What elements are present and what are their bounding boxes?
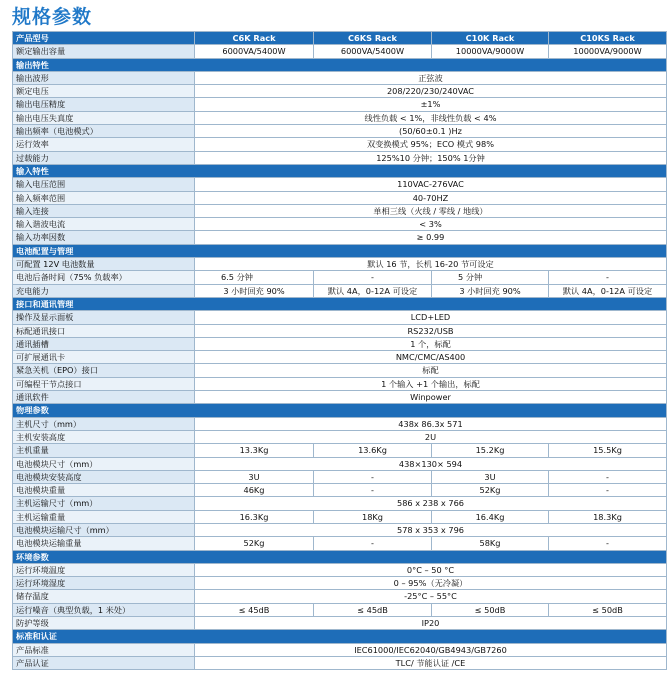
spec-label: 紧急关机（EPO）接口 bbox=[13, 364, 195, 377]
table-row bbox=[13, 484, 667, 497]
section-title: 电池配置与管理 bbox=[13, 244, 667, 257]
spec-label: 输出电压失真度 bbox=[13, 111, 195, 124]
spec-label: 运行噪音（典型负载，1 米处） bbox=[13, 603, 195, 616]
spec-label: 标配通讯接口 bbox=[13, 324, 195, 337]
spec-value: ≥ 0.99 bbox=[195, 231, 667, 244]
header-c6k-rack: C6K Rack bbox=[195, 32, 314, 45]
spec-label: 电池模块尺寸（mm） bbox=[13, 457, 195, 470]
table-row bbox=[13, 218, 667, 231]
spec-value: - bbox=[314, 470, 432, 483]
header-product-model: 产品型号 bbox=[13, 32, 195, 45]
table-row bbox=[13, 191, 667, 204]
table-row bbox=[13, 45, 667, 58]
spec-value: ±1% bbox=[195, 98, 667, 111]
table-row bbox=[13, 417, 667, 430]
spec-value: 125%10 分钟；150% 1分钟 bbox=[195, 151, 667, 164]
table-row bbox=[13, 271, 667, 284]
spec-label: 主机运输尺寸（mm） bbox=[13, 497, 195, 510]
table-row bbox=[13, 364, 667, 377]
table-row bbox=[13, 603, 667, 616]
spec-label: 可编程干节点接口 bbox=[13, 377, 195, 390]
spec-label: 输入谐波电流 bbox=[13, 218, 195, 231]
spec-label: 输入功率因数 bbox=[13, 231, 195, 244]
spec-value: 15.2Kg bbox=[432, 444, 549, 457]
table-row bbox=[13, 258, 667, 271]
spec-value: 2U bbox=[195, 430, 667, 443]
spec-label: 输出电压精度 bbox=[13, 98, 195, 111]
table-row bbox=[13, 523, 667, 536]
spec-value: ≤ 45dB bbox=[195, 603, 314, 616]
spec-value: < 3% bbox=[195, 218, 667, 231]
spec-label: 电池模块安装高度 bbox=[13, 470, 195, 483]
spec-label: 电池模块运输重量 bbox=[13, 537, 195, 550]
spec-label: 可配置 12V 电池数量 bbox=[13, 258, 195, 271]
table-row bbox=[13, 85, 667, 98]
section-title: 接口和通讯管理 bbox=[13, 297, 667, 310]
spec-value: 5 分钟 bbox=[432, 271, 549, 284]
spec-label: 主机安装高度 bbox=[13, 430, 195, 443]
table-row bbox=[13, 656, 667, 669]
spec-value: 10000VA/9000W bbox=[432, 45, 549, 58]
spec-label: 操作及显示面板 bbox=[13, 311, 195, 324]
spec-value: - bbox=[549, 271, 667, 284]
table-header-row bbox=[13, 32, 667, 45]
page-title: 规格参数 bbox=[12, 6, 93, 28]
section-header-row bbox=[13, 404, 667, 417]
spec-value: - bbox=[549, 484, 667, 497]
table-row bbox=[13, 537, 667, 550]
spec-value: 58Kg bbox=[432, 537, 549, 550]
spec-value: 3 小时回充 90% bbox=[432, 284, 549, 297]
table-row bbox=[13, 231, 667, 244]
table-row bbox=[13, 111, 667, 124]
table-row bbox=[13, 391, 667, 404]
spec-value: 578 x 353 x 796 bbox=[195, 523, 667, 536]
section-header-row bbox=[13, 297, 667, 310]
section-title: 输出特性 bbox=[13, 58, 667, 71]
spec-label: 额定电压 bbox=[13, 85, 195, 98]
table-row bbox=[13, 125, 667, 138]
table-row bbox=[13, 71, 667, 84]
spec-value: TLC/ 节能认证 /CE bbox=[195, 656, 667, 669]
spec-value: 双变换模式 95%；ECO 模式 98% bbox=[195, 138, 667, 151]
table-row bbox=[13, 324, 667, 337]
spec-value: 6.5 分钟 bbox=[195, 271, 314, 284]
spec-value: 默认 4A，0-12A 可设定 bbox=[314, 284, 432, 297]
spec-value: 默认 4A，0-12A 可设定 bbox=[549, 284, 667, 297]
spec-value: ≤ 50dB bbox=[549, 603, 667, 616]
spec-value: 6000VA/5400W bbox=[195, 45, 314, 58]
spec-value: IEC61000/IEC62040/GB4943/GB7260 bbox=[195, 643, 667, 656]
table-row bbox=[13, 351, 667, 364]
spec-value: 正弦波 bbox=[195, 71, 667, 84]
spec-label: 输入连接 bbox=[13, 204, 195, 217]
section-header-row bbox=[13, 164, 667, 177]
spec-value: 标配 bbox=[195, 364, 667, 377]
spec-value: IP20 bbox=[195, 617, 667, 630]
spec-value: - bbox=[314, 537, 432, 550]
section-title: 输入特性 bbox=[13, 164, 667, 177]
spec-value: 6000VA/5400W bbox=[314, 45, 432, 58]
spec-value: 18Kg bbox=[314, 510, 432, 523]
table-row bbox=[13, 510, 667, 523]
spec-value: 0 – 95%（无冷凝） bbox=[195, 577, 667, 590]
spec-label: 通讯插槽 bbox=[13, 337, 195, 350]
spec-value: 3 小时回充 90% bbox=[195, 284, 314, 297]
spec-value: 16.4Kg bbox=[432, 510, 549, 523]
section-title: 物理参数 bbox=[13, 404, 667, 417]
spec-label: 产品认证 bbox=[13, 656, 195, 669]
spec-value: 单相三线（火线 / 零线 / 地线） bbox=[195, 204, 667, 217]
spec-label: 运行效率 bbox=[13, 138, 195, 151]
spec-value: 438×130× 594 bbox=[195, 457, 667, 470]
spec-value: 40-70HZ bbox=[195, 191, 667, 204]
table-row bbox=[13, 151, 667, 164]
section-title: 环境参数 bbox=[13, 550, 667, 563]
table-row bbox=[13, 497, 667, 510]
table-row bbox=[13, 377, 667, 390]
spec-label: 通讯软件 bbox=[13, 391, 195, 404]
spec-label: 运行环境湿度 bbox=[13, 577, 195, 590]
spec-label: 主机运输重量 bbox=[13, 510, 195, 523]
spec-label: 运行环境温度 bbox=[13, 563, 195, 576]
section-header-row bbox=[13, 550, 667, 563]
table-row bbox=[13, 337, 667, 350]
spec-value: ≤ 50dB bbox=[432, 603, 549, 616]
spec-value: NMC/CMC/AS400 bbox=[195, 351, 667, 364]
spec-label: 可扩展通讯卡 bbox=[13, 351, 195, 364]
table-row bbox=[13, 98, 667, 111]
section-header-row bbox=[13, 58, 667, 71]
section-header-row bbox=[13, 630, 667, 643]
spec-label: 主机重量 bbox=[13, 444, 195, 457]
spec-value: 线性负载 < 1%，非线性负载 < 4% bbox=[195, 111, 667, 124]
spec-value: 52Kg bbox=[195, 537, 314, 550]
spec-value: 52Kg bbox=[432, 484, 549, 497]
header-c6ks-rack: C6KS Rack bbox=[314, 32, 432, 45]
spec-value: ≤ 45dB bbox=[314, 603, 432, 616]
table-row bbox=[13, 590, 667, 603]
spec-value: 110VAC-276VAC bbox=[195, 178, 667, 191]
spec-label: 充电能力 bbox=[13, 284, 195, 297]
spec-label: 输入电压范围 bbox=[13, 178, 195, 191]
spec-value: 438x 86.3x 571 bbox=[195, 417, 667, 430]
spec-table bbox=[12, 31, 667, 670]
spec-value: Winpower bbox=[195, 391, 667, 404]
header-c10ks-rack: C10KS Rack bbox=[549, 32, 667, 45]
spec-value: 16.3Kg bbox=[195, 510, 314, 523]
table-row bbox=[13, 178, 667, 191]
spec-value: LCD+LED bbox=[195, 311, 667, 324]
section-title: 标准和认证 bbox=[13, 630, 667, 643]
table-row bbox=[13, 444, 667, 457]
spec-label: 过载能力 bbox=[13, 151, 195, 164]
spec-label: 主机尺寸（mm） bbox=[13, 417, 195, 430]
spec-label: 电池后备时间（75% 负载率） bbox=[13, 271, 195, 284]
spec-value: 10000VA/9000W bbox=[549, 45, 667, 58]
spec-label: 输出波形 bbox=[13, 71, 195, 84]
table-row bbox=[13, 284, 667, 297]
table-row bbox=[13, 204, 667, 217]
spec-label: 输出频率（电池模式） bbox=[13, 125, 195, 138]
spec-value: -25°C – 55°C bbox=[195, 590, 667, 603]
spec-value: - bbox=[549, 470, 667, 483]
spec-value: - bbox=[549, 537, 667, 550]
spec-value: 0°C – 50 °C bbox=[195, 563, 667, 576]
table-row bbox=[13, 311, 667, 324]
table-row bbox=[13, 457, 667, 470]
spec-label: 电池模块重量 bbox=[13, 484, 195, 497]
spec-value: 13.6Kg bbox=[314, 444, 432, 457]
table-row bbox=[13, 643, 667, 656]
spec-value: (50/60±0.1 )Hz bbox=[195, 125, 667, 138]
spec-table-body bbox=[13, 45, 667, 670]
spec-value: RS232/USB bbox=[195, 324, 667, 337]
table-row bbox=[13, 563, 667, 576]
spec-value: 3U bbox=[195, 470, 314, 483]
spec-value: 默认 16 节，长机 16-20 节可设定 bbox=[195, 258, 667, 271]
spec-label: 产品标准 bbox=[13, 643, 195, 656]
spec-value: 3U bbox=[432, 470, 549, 483]
spec-value: 13.3Kg bbox=[195, 444, 314, 457]
spec-label: 防护等级 bbox=[13, 617, 195, 630]
spec-label: 输入频率范围 bbox=[13, 191, 195, 204]
table-row bbox=[13, 617, 667, 630]
spec-value: 46Kg bbox=[195, 484, 314, 497]
spec-label: 额定输出容量 bbox=[13, 45, 195, 58]
spec-value: - bbox=[314, 271, 432, 284]
spec-value: 208/220/230/240VAC bbox=[195, 85, 667, 98]
spec-label: 储存温度 bbox=[13, 590, 195, 603]
table-row bbox=[13, 577, 667, 590]
spec-value: 18.3Kg bbox=[549, 510, 667, 523]
spec-label: 电池模块运输尺寸（mm） bbox=[13, 523, 195, 536]
table-row bbox=[13, 430, 667, 443]
spec-value: 586 x 238 x 766 bbox=[195, 497, 667, 510]
table-row bbox=[13, 138, 667, 151]
table-row bbox=[13, 470, 667, 483]
section-header-row bbox=[13, 244, 667, 257]
header-c10k-rack: C10K Rack bbox=[432, 32, 549, 45]
spec-value: 1 个输入 +1 个输出，标配 bbox=[195, 377, 667, 390]
spec-value: - bbox=[314, 484, 432, 497]
spec-value: 15.5Kg bbox=[549, 444, 667, 457]
spec-value: 1 个，标配 bbox=[195, 337, 667, 350]
